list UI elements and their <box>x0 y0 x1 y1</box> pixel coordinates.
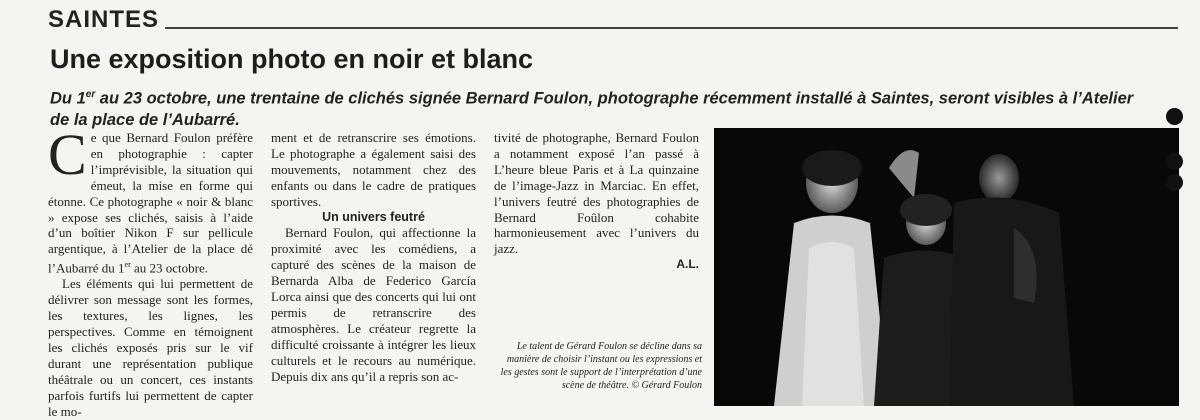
lede-prefix: Du 1 <box>50 89 86 108</box>
paragraph-1-text: e que Bernard Foulon préfère en photographie : capter l’imprévisible, la situation qui émeut, la mise en forme qui étonne. Ce photographe « noir & blanc » expose ses clichés, saisis à l’aide d’un boîtier Nikon F sur pellicule argentique, à l’Atelier de la place dé l’Aubarré du 1 <box>48 130 253 276</box>
photo-caption: Le talent de Gérard Foulon se décline dans sa manière de choisir l’instant ou les expressions et les gestes sont le support de l’interprétation d’une scène de théâtre. © Gérard Foulon <box>500 341 702 391</box>
paragraph-2: Les éléments qui lui permettent de délivrer son message sont les formes, les textures, les lignes, les perspectives. Comme en témoignent les clichés exposés pris sur le vif durant une représentation publique théâtrale ou un concert, ces instants parfois furtifs lui permettent de capter le mo- <box>48 276 253 419</box>
paragraph-5: tivité de photographe, Bernard Foulon a notamment exposé l’an passé à L’heure bleue Paris et à La quinzaine de l’image-Jazz in Marciac. En effet, l’univers feutré des photographies de Bernard Foûlon cohabite harmonieusement avec l’univers du jazz. <box>494 130 699 257</box>
dropcap: C <box>48 122 87 187</box>
theatre-scene-image <box>714 128 1179 406</box>
section-header <box>48 6 1178 32</box>
signature: A.L. <box>676 257 699 272</box>
lede-sup: er <box>85 89 96 100</box>
article-lede <box>50 84 1150 131</box>
lede-text: au 23 octobre, une trentaine de clichés signée Bernard Foulon, photographe récemment installé à Saintes, seront visibles à l’Atelier de la place de l’Aubarré. <box>50 89 1134 129</box>
margin-bullet-1 <box>1166 108 1183 125</box>
margin-bullet-2 <box>1166 153 1183 170</box>
subheading: Un univers feutré <box>322 209 425 224</box>
paragraph-1 <box>48 122 253 276</box>
paragraph-1-sup: er <box>124 260 131 270</box>
column-1 <box>48 122 253 420</box>
column-3 <box>494 130 699 273</box>
article-title: Une exposition photo en noir et blanc <box>50 44 534 74</box>
paragraph-1-end: au 23 octobre. <box>130 260 209 276</box>
section-name: SAINTES <box>48 6 160 33</box>
section-rule <box>165 27 1178 29</box>
column-2 <box>271 130 476 385</box>
margin-bullet-3 <box>1166 174 1183 191</box>
article-photo <box>714 128 1179 406</box>
paragraph-4: Bernard Foulon, qui affectionne la proximité avec les comédiens, a capturé des scènes de la maison de Bernarda Alba de Federico García Lorca ainsi que des concerts qui lui ont permis de retranscrire des atmosphères. Le créateur regrette la difficulté croissante à intégrer les lieux culturels et le recours au numérique. Depuis dix ans qu’il a repris son ac- <box>271 225 476 384</box>
paragraph-3: ment et de retranscrire ses émotions. Le photographe a également saisi des mouvements, notamment chez des enfants ou dans le cadre de pratiques sportives. <box>271 130 476 209</box>
